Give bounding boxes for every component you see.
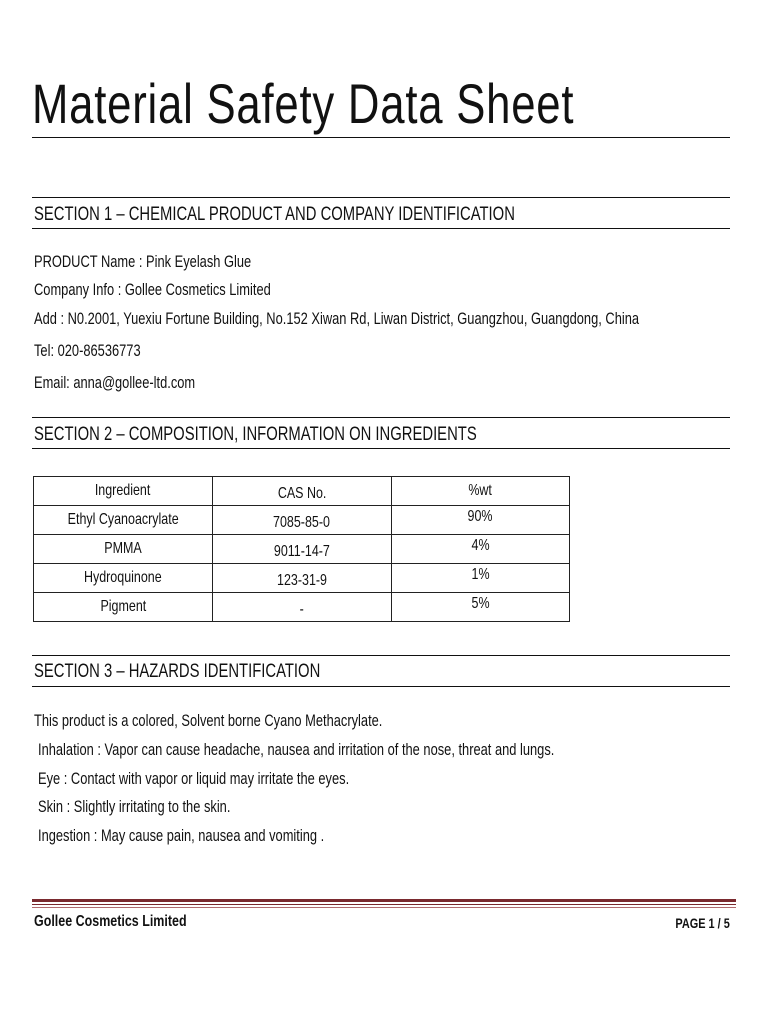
- cas-cell: -: [212, 593, 391, 622]
- title-rule: [32, 137, 730, 138]
- ingredient-cell: Ethyl Cyanoacrylate: [34, 506, 213, 535]
- section1-heading: SECTION 1 – CHEMICAL PRODUCT AND COMPANY IDENTIFICATION: [34, 204, 515, 225]
- ingredient-cell: Hydroquinone: [34, 564, 213, 593]
- hazard-inhalation: Inhalation : Vapor can cause headache, nausea and irritation of the nose, threat and lungs.: [38, 741, 555, 759]
- table-row: [34, 506, 570, 535]
- section2-top-rule: [32, 417, 730, 418]
- column-header: %wt: [392, 477, 570, 506]
- hazard-intro: This product is a colored, Solvent borne Cyano Methacrylate.: [34, 712, 383, 730]
- wt-cell: 5%: [392, 593, 570, 622]
- footer-rule-light: [32, 907, 736, 908]
- ingredient-cell: Pigment: [34, 593, 213, 622]
- column-header: CAS No.: [212, 477, 391, 506]
- footer-rule: [32, 899, 736, 902]
- section3-top-rule: [32, 655, 730, 656]
- wt-cell: 4%: [392, 535, 570, 564]
- company-info: Company Info : Gollee Cosmetics Limited: [34, 281, 271, 299]
- section1-bottom-rule: [32, 228, 730, 229]
- ingredient-cell: PMMA: [34, 535, 213, 564]
- cas-cell: 9011-14-7: [212, 535, 391, 564]
- table-row: [34, 535, 570, 564]
- product-name: PRODUCT Name : Pink Eyelash Glue: [34, 253, 252, 271]
- footer-rule-thin: [32, 904, 736, 905]
- company-tel: Tel: 020-86536773: [34, 342, 141, 360]
- page-number: PAGE 1 / 5: [675, 915, 730, 931]
- hazard-eye: Eye : Contact with vapor or liquid may irritate the eyes.: [38, 770, 350, 788]
- wt-cell: 1%: [392, 564, 570, 593]
- hazard-skin: Skin : Slightly irritating to the skin.: [38, 798, 231, 816]
- hazard-ingestion: Ingestion : May cause pain, nausea and vomiting .: [38, 827, 325, 845]
- footer-company-name: Gollee Cosmetics Limited: [34, 913, 187, 930]
- section2-bottom-rule: [32, 448, 730, 449]
- ingredients-table: [33, 476, 570, 622]
- table-header-row: [34, 477, 570, 506]
- wt-cell: 90%: [392, 506, 570, 535]
- section3-heading: SECTION 3 – HAZARDS IDENTIFICATION: [34, 661, 321, 682]
- section3-bottom-rule: [32, 686, 730, 687]
- section1-top-rule: [32, 197, 730, 198]
- document-title: Material Safety Data Sheet: [32, 72, 575, 135]
- cas-cell: 7085-85-0: [212, 506, 391, 535]
- section2-heading: SECTION 2 – COMPOSITION, INFORMATION ON INGREDIENTS: [34, 424, 477, 445]
- cas-cell: 123-31-9: [212, 564, 391, 593]
- column-header: Ingredient: [34, 477, 213, 506]
- company-address: Add : N0.2001, Yuexiu Fortune Building, No.152 Xiwan Rd, Liwan District, Guangzhou, Guangdong, China: [34, 310, 640, 328]
- table-row: [34, 564, 570, 593]
- table-row: [34, 593, 570, 622]
- company-email: Email: anna@gollee-ltd.com: [34, 374, 196, 392]
